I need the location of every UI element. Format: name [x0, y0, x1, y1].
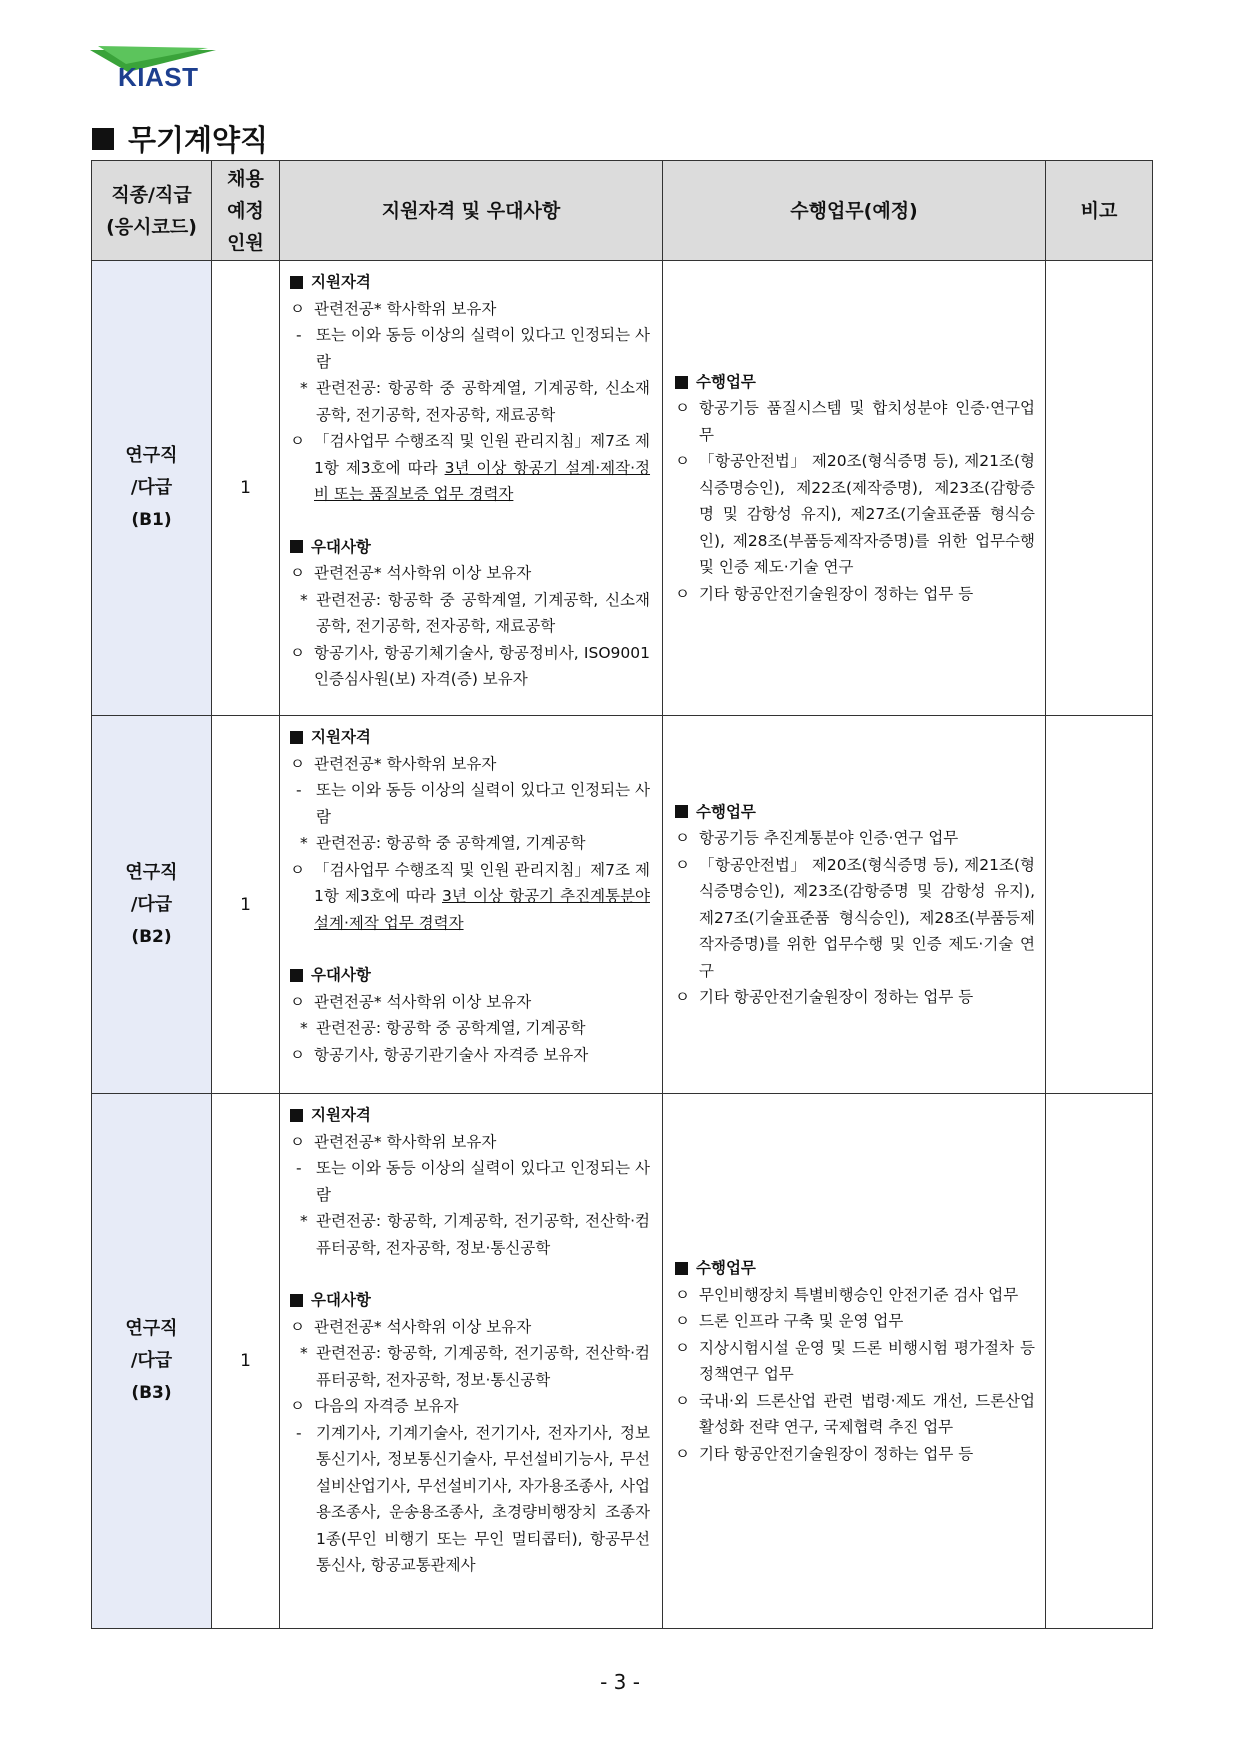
table-row — [92, 716, 1153, 1094]
table-header-row — [92, 161, 1153, 261]
list-item: * 관련전공: 항공학, 기계공학, 전기공학, 전산학·컴퓨터공학, 전자공학, 정보·통신공학 — [300, 1212, 650, 1257]
page-number: - 3 - — [600, 1670, 640, 1694]
header-notes: 비고 — [1046, 161, 1153, 261]
list-item: ㅇ 드론 인프라 구축 및 운영 업무 — [675, 1312, 904, 1330]
list-item: ㅇ 「항공안전법」 제20조(형식증명 등), 제21조(형식증명승인), 제23조(감항증명 및 감항성 유지), 제27조(기술표준품 형식승인), 제28조(부품등제작자증명)를 위한 업무수행 및 인증 제도·기술 연구 — [675, 855, 1035, 980]
notes-cell — [1046, 716, 1153, 1094]
list-item: * 관련전공: 항공학 중 공학계열, 기계공학, 신소재공학, 전기공학, 전자공학, 재료공학 — [300, 379, 650, 424]
list-item: ㅇ 관련전공* 학사학위 보유자 — [290, 299, 497, 318]
position-cell — [92, 716, 212, 1094]
black-square-icon — [290, 969, 303, 982]
count-cell: 1 — [212, 261, 280, 716]
list-item: ㅇ 항공기등 추진계통분야 인증·연구 업무 — [675, 829, 959, 847]
black-square-icon — [675, 805, 688, 818]
qualifications-cell — [280, 716, 663, 1094]
list-item: ㅇ 관련전공* 석사학위 이상 보유자 — [290, 992, 532, 1011]
list-item: ㅇ 다음의 자격증 보유자 — [290, 1397, 459, 1415]
position-code: (B3) — [131, 1383, 172, 1403]
list-item: ㅇ 국내·외 드론산업 관련 법령·제도 개선, 드론산업 활성화 전략 연구, 국제협력 추진 업무 — [675, 1391, 1035, 1436]
count-cell: 1 — [212, 1094, 280, 1629]
black-square-icon — [290, 276, 303, 289]
job-table — [91, 160, 1153, 1629]
black-square-icon — [675, 1262, 688, 1275]
notes-cell — [1046, 1094, 1153, 1629]
list-item: ㅇ 항공기등 품질시스템 및 합치성분야 인증·연구업무 — [675, 399, 1035, 444]
section-title-text: 무기계약직 — [128, 123, 269, 157]
list-item: ㅇ 관련전공* 석사학위 이상 보유자 — [290, 564, 532, 582]
position-code: (B2) — [131, 926, 172, 947]
black-square-icon — [290, 1109, 303, 1122]
duties-cell — [663, 261, 1046, 716]
list-item: - 또는 이와 동등 이상의 실력이 있다고 인정되는 사람 — [296, 781, 650, 826]
black-square-icon — [675, 376, 688, 389]
position-code: (B1) — [131, 510, 172, 530]
list-item: * 관련전공: 항공학, 기계공학, 전기공학, 전산학·컴퓨터공학, 전자공학, 정보·통신공학 — [300, 1344, 650, 1389]
qualifications-cell — [280, 1094, 663, 1629]
position-cell — [92, 261, 212, 716]
list-item: - 또는 이와 동등 이상의 실력이 있다고 인정되는 사람 — [296, 326, 650, 371]
duty-heading: 수행업무 — [675, 369, 1035, 396]
notes-cell — [1046, 261, 1153, 716]
qualifications-cell — [280, 261, 663, 716]
list-item: ㅇ 항공기사, 항공기체기술사, 항공정비사, ISO9001 인증심사원(보) 자격(증) 보유자 — [290, 643, 650, 688]
header-position: 직종/직급 (응시코드) — [92, 161, 212, 261]
black-square-icon — [92, 128, 114, 150]
position-name: 연구직 — [125, 445, 178, 466]
pref-heading: 우대사항 — [290, 534, 650, 561]
list-item: * 관련전공: 항공학 중 공학계열, 기계공학 — [300, 1019, 586, 1037]
position-grade: /다급 — [130, 893, 173, 915]
list-item: ㅇ 무인비행장치 특별비행승인 안전기준 검사 업무 — [675, 1285, 1019, 1304]
qual-heading: 지원자격 — [290, 724, 650, 751]
black-square-icon — [290, 540, 303, 553]
list-item: ㅇ 기타 항공안전기술원장이 정하는 업무 등 — [675, 584, 974, 603]
list-item: ㅇ 「검사업무 수행조직 및 인원 관리지침」제7조 제1항 제3호에 따라 3년 이상 항공기 추진계통분야 설계·제작 업무 경력자 — [290, 860, 650, 932]
black-square-icon — [290, 731, 303, 744]
header-duties: 수행업무(예정) — [663, 161, 1046, 261]
duties-cell — [663, 716, 1046, 1094]
header-count: 채용 예정 인원 — [212, 161, 280, 261]
duties-cell — [663, 1094, 1046, 1629]
position-cell — [92, 1094, 212, 1629]
list-item: ㅇ 항공기사, 항공기관기술사 자격증 보유자 — [290, 1045, 589, 1064]
position-grade: /다급 — [130, 1350, 173, 1371]
position-name: 연구직 — [125, 1318, 178, 1339]
count-cell: 1 — [212, 716, 280, 1094]
pref-heading: 우대사항 — [290, 962, 650, 989]
qual-heading: 지원자격 — [290, 1102, 650, 1129]
list-item: ㅇ 「항공안전법」 제20조(형식증명 등), 제21조(형식증명승인), 제22조(제작증명), 제23조(감항증명 및 감항성 유지), 제27조(기술표준품 형식승인), 제28조(부품등제작자증명)를 위한 업무수행 및 인증 제도·기술 연구 — [675, 452, 1035, 577]
header-qualifications: 지원자격 및 우대사항 — [280, 161, 663, 261]
list-item: * 관련전공: 항공학 중 공학계열, 기계공학 — [300, 834, 586, 852]
duty-heading: 수행업무 — [675, 1255, 1035, 1282]
black-square-icon — [290, 1294, 303, 1307]
list-item: ㅇ 기타 항공안전기술원장이 정하는 업무 등 — [675, 988, 974, 1006]
list-item: ㅇ 지상시험시설 운영 및 드론 비행시험 평가절차 등 정책연구 업무 — [675, 1338, 1035, 1383]
list-item: ㅇ 기타 항공안전기술원장이 정하는 업무 등 — [675, 1444, 974, 1463]
pref-heading: 우대사항 — [290, 1287, 650, 1314]
qual-heading: 지원자격 — [290, 269, 650, 296]
table-row — [92, 1094, 1153, 1629]
list-item: - 또는 이와 동등 이상의 실력이 있다고 인정되는 사람 — [296, 1159, 650, 1204]
duty-heading: 수행업무 — [675, 799, 1035, 826]
section-title — [92, 118, 268, 159]
list-item: - 기계기사, 기계기술사, 전기기사, 전자기사, 정보통신기사, 정보통신기술사, 무선설비기능사, 무선설비산업기사, 무선설비기사, 자가용조종사, 사업용조종사, 운송용조종사, 초경량비행장치 조종자 1종(무인 비행기 또는 무인 멀티콥터), 항공무선통신사, 항공교통관제사 — [296, 1423, 650, 1574]
table-row — [92, 261, 1153, 716]
list-item: ㅇ 「검사업무 수행조직 및 인원 관리지침」제7조 제1항 제3호에 따라 3년 이상 항공기 설계·제작·정비 또는 품질보증 업무 경력자 — [290, 432, 651, 503]
position-name: 연구직 — [125, 861, 178, 883]
list-item: ㅇ 관련전공* 학사학위 보유자 — [290, 1132, 497, 1151]
logo-text: KIAST — [118, 62, 199, 92]
position-grade: /다급 — [130, 477, 173, 498]
list-item: * 관련전공: 항공학 중 공학계열, 기계공학, 신소재공학, 전기공학, 전자공학, 재료공학 — [300, 590, 650, 635]
list-item: ㅇ 관련전공* 석사학위 이상 보유자 — [290, 1317, 532, 1336]
list-item: ㅇ 관련전공* 학사학위 보유자 — [290, 754, 497, 773]
